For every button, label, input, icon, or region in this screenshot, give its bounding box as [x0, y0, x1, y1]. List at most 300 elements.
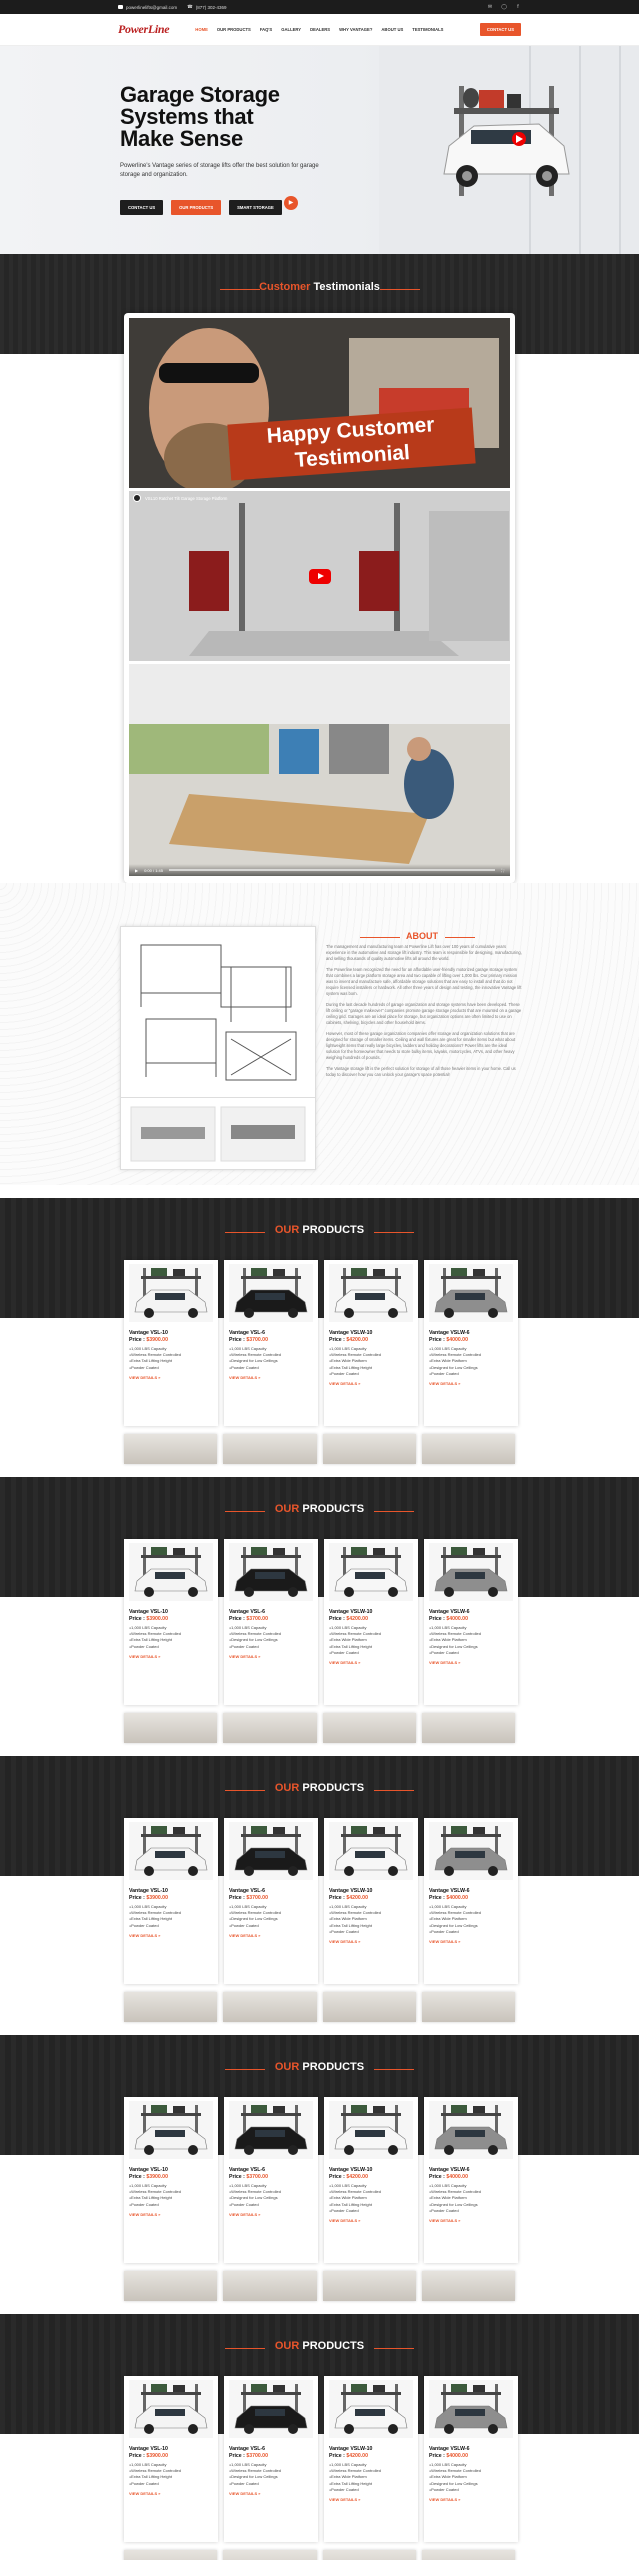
banner-line: Happy Customer [265, 413, 436, 448]
products-title [0, 1503, 639, 1515]
car-on-lift-image [329, 1543, 413, 1601]
testimonials-video-card [124, 313, 515, 883]
product-card[interactable] [324, 1818, 418, 1984]
video-player[interactable] [129, 491, 510, 661]
product-image[interactable] [129, 2101, 213, 2159]
feature-item: ● Powder Coated [129, 1365, 213, 1371]
nav-menu [195, 27, 443, 32]
fullscreen-icon[interactable]: ⛶ [501, 867, 504, 873]
product-card[interactable] [424, 1260, 518, 1426]
feature-list [229, 1346, 313, 1371]
product-card[interactable] [124, 1260, 218, 1426]
feature-list [329, 1904, 413, 1935]
product-name[interactable]: Vantage VSLW-6 [429, 2446, 470, 2452]
feature-list [129, 1625, 213, 1650]
feature-item: ● Powder Coated [129, 1644, 213, 1650]
feature-item: ● Designed for Low Ceilings [229, 2195, 313, 2201]
view-details-link[interactable] [229, 2491, 313, 2496]
feature-item: ● Wireless Remote Controlled [329, 1631, 413, 1637]
price-value: $3700.00 [246, 1895, 268, 1901]
instagram-icon[interactable]: ◯ [501, 4, 507, 10]
product-name[interactable]: Vantage VSL-10 [129, 2446, 168, 2452]
view-details-link[interactable] [329, 1939, 413, 1944]
product-card[interactable] [124, 2097, 218, 2263]
feature-list [329, 2183, 413, 2214]
product-thumbnail[interactable] [124, 2271, 217, 2301]
product-thumbnail[interactable] [323, 2550, 416, 2560]
product-name[interactable]: Vantage VSLW-10 [329, 1609, 373, 1615]
product-price [429, 1616, 513, 1622]
phone-link[interactable] [187, 4, 226, 10]
feature-item: ● Powder Coated [229, 1644, 313, 1650]
product-name[interactable]: Vantage VSLW-10 [329, 2446, 373, 2452]
price-label: Price : [429, 1895, 445, 1901]
product-name[interactable]: Vantage VSL-6 [229, 1330, 266, 1336]
video-player[interactable] [129, 664, 510, 876]
feature-item: ● Powder Coated [229, 1923, 313, 1929]
price-label: Price : [229, 1616, 245, 1622]
view-details-link[interactable] [229, 1654, 313, 1659]
feature-item: ● Powder Coated [229, 2481, 313, 2487]
product-image[interactable] [429, 2101, 513, 2159]
product-thumbnail[interactable] [124, 1713, 217, 1743]
price-value: $4000.00 [446, 2453, 468, 2459]
feature-list [429, 1904, 513, 1935]
product-card[interactable] [224, 1539, 318, 1705]
product-thumbnail[interactable] [223, 2271, 316, 2301]
arrow-right-icon: » [158, 1653, 161, 1659]
banner-line: Testimonial [294, 440, 411, 472]
arrow-right-icon: » [258, 1932, 261, 1938]
feature-item: ● Powder Coated [229, 1365, 313, 1371]
car-on-lift-image [129, 2101, 213, 2159]
product-thumbnail[interactable] [124, 2550, 217, 2560]
feature-item: ● Powder Coated [429, 1650, 513, 1656]
view-details-text: VIEW DETAILS [329, 1660, 358, 1666]
car-on-lift-image [229, 1543, 313, 1601]
feature-item: ● Wireless Remote Controlled [129, 1631, 213, 1637]
product-image-strip [124, 2271, 515, 2301]
nav-item-why-vantage[interactable]: WHY VANTAGE? [339, 27, 373, 32]
price-label: Price : [329, 1616, 345, 1622]
feature-item: ● Designed for Low Ceilings [229, 2474, 313, 2480]
product-card[interactable] [424, 2376, 518, 2542]
product-card[interactable] [324, 1260, 418, 1426]
view-details-link[interactable] [129, 2212, 213, 2217]
email-text: powerlinelifts@gmail.com [126, 4, 178, 10]
hero-contact-button[interactable]: CONTACT US [120, 200, 163, 215]
product-price [329, 1616, 413, 1622]
view-details-link[interactable] [129, 1375, 213, 1380]
product-image[interactable] [229, 1264, 313, 1322]
email-link[interactable] [118, 5, 177, 10]
price-label: Price : [329, 2453, 345, 2459]
view-details-text: VIEW DETAILS [129, 2211, 158, 2217]
product-price [129, 1895, 213, 1901]
feature-item: ● Wireless Remote Controlled [129, 1352, 213, 1358]
about-section [0, 883, 639, 1185]
feature-item: ● Wireless Remote Controlled [429, 1910, 513, 1916]
product-thumbnail[interactable] [223, 1713, 316, 1743]
view-details-text: VIEW DETAILS [429, 1939, 458, 1945]
price-value: $3900.00 [146, 1616, 168, 1622]
arrow-right-icon: » [358, 1939, 361, 1945]
arrow-right-icon: » [458, 2497, 461, 2503]
view-details-link[interactable] [429, 1660, 513, 1665]
product-name[interactable]: Vantage VSLW-10 [329, 2167, 373, 2173]
product-image[interactable] [129, 1543, 213, 1601]
feature-item: ● Powder Coated [429, 2208, 513, 2214]
feature-list [129, 2183, 213, 2208]
feature-item: ● Wireless Remote Controlled [329, 1910, 413, 1916]
feature-list [229, 2462, 313, 2487]
play-pause-icon[interactable]: ▶ [135, 867, 139, 873]
product-card[interactable] [424, 2097, 518, 2263]
product-card[interactable] [224, 1818, 318, 1984]
title-accent: OUR [274, 1503, 300, 1515]
product-card[interactable] [224, 2097, 318, 2263]
play-icon[interactable]: ▶ [284, 196, 298, 210]
hero-section [0, 46, 639, 254]
feature-item: ● 1,000 LBS Capacity [429, 1346, 513, 1352]
product-name[interactable]: Vantage VSLW-10 [329, 1330, 373, 1336]
product-thumbnail[interactable] [223, 1434, 316, 1464]
product-image[interactable] [229, 1822, 313, 1880]
feature-item: ● Powder Coated [329, 1371, 413, 1377]
feature-item: ● 1,000 LBS Capacity [229, 1904, 313, 1910]
product-card[interactable] [324, 1539, 418, 1705]
feature-item: ● Extra Wide Platform [429, 2474, 513, 2480]
view-details-link[interactable] [429, 1381, 513, 1386]
car-on-lift-image [429, 1822, 513, 1880]
product-cards [124, 2097, 515, 2263]
feature-item: ● Designed for Low Ceilings [429, 1644, 513, 1650]
car-on-lift-image [329, 1822, 413, 1880]
view-details-link[interactable] [329, 1381, 413, 1386]
view-details-text: VIEW DETAILS [429, 2218, 458, 2224]
nav-item-our-products[interactable]: OUR PRODUCTS [216, 27, 251, 32]
product-name[interactable]: Vantage VSL-6 [229, 2167, 266, 2173]
arrow-right-icon: » [358, 1381, 361, 1387]
product-thumbnail[interactable] [124, 1992, 217, 2022]
products-title [0, 2061, 639, 2073]
email-icon [118, 5, 123, 9]
feature-item: ● Designed for Low Ceilings [429, 2202, 513, 2208]
feature-item: ● 1,000 LBS Capacity [329, 2183, 413, 2189]
product-price [229, 2174, 313, 2180]
product-name[interactable]: Vantage VSLW-6 [429, 2167, 470, 2173]
product-thumbnail[interactable] [223, 2550, 316, 2560]
title-main: PRODUCTS [302, 1224, 365, 1236]
view-details-link[interactable] [329, 2497, 413, 2502]
feature-item: ● Designed for Low Ceilings [429, 1365, 513, 1371]
video-player[interactable] [129, 318, 510, 488]
phone-icon: ☎ [187, 4, 193, 9]
price-value: $3700.00 [246, 2174, 268, 2180]
arrow-right-icon: » [158, 2490, 161, 2496]
hero-image [379, 46, 639, 254]
logo[interactable]: PowerLine [118, 22, 170, 36]
feature-item: ● 1,000 LBS Capacity [429, 2183, 513, 2189]
product-card[interactable] [424, 1818, 518, 1984]
product-thumbnail[interactable] [422, 2550, 515, 2560]
product-name[interactable]: Vantage VSL-10 [129, 2167, 168, 2173]
view-details-link[interactable] [329, 2218, 413, 2223]
feature-item: ● Extra Tall Lifting Height [129, 1916, 213, 1922]
view-details-text: VIEW DETAILS [229, 1653, 258, 1659]
nav-item-faqs[interactable]: FAQ'S [259, 27, 273, 32]
view-details-text: VIEW DETAILS [129, 2490, 158, 2496]
view-details-text: VIEW DETAILS [229, 1374, 258, 1380]
car-on-lift-image [229, 1264, 313, 1322]
video-progress-bar[interactable] [169, 869, 495, 871]
arrow-right-icon: » [258, 1374, 261, 1380]
social-links [487, 4, 521, 10]
facebook-icon[interactable]: f [517, 4, 519, 10]
car-on-lift-image [329, 2101, 413, 2159]
feature-item: ● 1,000 LBS Capacity [429, 1904, 513, 1910]
price-label: Price : [329, 2174, 345, 2180]
price-value: $4200.00 [346, 1616, 368, 1622]
arrow-right-icon: » [158, 1932, 161, 1938]
product-card[interactable] [424, 1539, 518, 1705]
feature-item: ● Extra Tall Lifting Height [329, 2481, 413, 2487]
product-thumbnail[interactable] [422, 2271, 515, 2301]
product-image[interactable] [329, 2101, 413, 2159]
about-text [326, 944, 522, 1083]
product-image-strip [124, 2550, 515, 2560]
price-label: Price : [129, 2453, 145, 2459]
view-details-link[interactable] [429, 1939, 513, 1944]
arrow-right-icon: » [358, 1660, 361, 1666]
feature-item: ● Wireless Remote Controlled [429, 2189, 513, 2195]
feature-item: ● Wireless Remote Controlled [329, 2189, 413, 2195]
product-name[interactable]: Vantage VSLW-6 [429, 1609, 470, 1615]
product-name[interactable]: Vantage VSL-10 [129, 1888, 168, 1894]
feature-item: ● Extra Wide Platform [329, 2195, 413, 2201]
product-card[interactable] [124, 2376, 218, 2542]
feature-item: ● Extra Tall Lifting Height [129, 1637, 213, 1643]
car-on-lift-image [129, 1822, 213, 1880]
feature-item: ● Wireless Remote Controlled [429, 2468, 513, 2474]
feature-item: ● Designed for Low Ceilings [229, 1637, 313, 1643]
product-card[interactable] [224, 2376, 318, 2542]
product-thumbnail[interactable] [323, 1713, 416, 1743]
product-thumbnail[interactable] [422, 1992, 515, 2022]
arrow-right-icon: » [258, 2490, 261, 2496]
feature-item: ● 1,000 LBS Capacity [129, 1904, 213, 1910]
hero-buttons [120, 200, 282, 215]
price-label: Price : [129, 1616, 145, 1622]
product-image[interactable] [129, 1822, 213, 1880]
contact-us-button[interactable]: CONTACT US [480, 23, 521, 36]
feature-list [329, 1346, 413, 1377]
feature-item: ● 1,000 LBS Capacity [129, 2462, 213, 2468]
car-on-lift-image [429, 1543, 513, 1601]
feature-item: ● Wireless Remote Controlled [129, 2189, 213, 2195]
feature-item: ● Extra Tall Lifting Height [129, 2474, 213, 2480]
title-divider [360, 937, 400, 938]
feature-list [429, 1346, 513, 1377]
product-name[interactable]: Vantage VSL-6 [229, 1609, 266, 1615]
price-value: $4200.00 [346, 2174, 368, 2180]
view-details-text: VIEW DETAILS [229, 1932, 258, 1938]
product-thumbnail[interactable] [323, 1992, 416, 2022]
price-value: $4000.00 [446, 1337, 468, 1343]
product-image[interactable] [129, 1264, 213, 1322]
feature-item: ● Powder Coated [129, 1923, 213, 1929]
price-value: $3900.00 [146, 1337, 168, 1343]
product-image[interactable] [329, 1543, 413, 1601]
title-main: PRODUCTS [302, 1782, 365, 1794]
feature-item: ● Wireless Remote Controlled [329, 2468, 413, 2474]
product-image[interactable] [329, 1822, 413, 1880]
hero-smart-storage-button[interactable]: SMART STORAGE [229, 200, 282, 215]
arrow-right-icon: » [158, 1374, 161, 1380]
feature-item: ● 1,000 LBS Capacity [229, 1625, 313, 1631]
product-name[interactable]: Vantage VSLW-6 [429, 1888, 470, 1894]
view-details-link[interactable] [429, 2218, 513, 2223]
title-accent: OUR [274, 1224, 300, 1236]
nav-item-gallery[interactable]: GALLERY [281, 27, 302, 32]
product-name[interactable]: Vantage VSL-6 [229, 1888, 266, 1894]
youtube-play-icon[interactable] [309, 569, 331, 584]
product-thumbnail[interactable] [422, 1713, 515, 1743]
view-details-text: VIEW DETAILS [329, 1939, 358, 1945]
price-label: Price : [229, 2453, 245, 2459]
product-image[interactable] [329, 2380, 413, 2438]
about-title-text: ABOUT [406, 931, 438, 941]
product-thumbnail[interactable] [422, 1434, 515, 1464]
feature-list [329, 2462, 413, 2493]
product-price [329, 1337, 413, 1343]
video-controls[interactable] [129, 864, 510, 876]
feature-item: ● Extra Wide Platform [429, 2195, 513, 2201]
view-details-text: VIEW DETAILS [429, 1381, 458, 1387]
product-name[interactable]: Vantage VSL-10 [129, 1609, 168, 1615]
feature-list [429, 1625, 513, 1656]
channel-avatar [133, 494, 141, 502]
feature-item: ● Extra Tall Lifting Height [329, 1365, 413, 1371]
product-thumbnail[interactable] [124, 1434, 217, 1464]
feature-item: ● Wireless Remote Controlled [329, 1352, 413, 1358]
product-card[interactable] [224, 1260, 318, 1426]
feature-item: ● Powder Coated [229, 2202, 313, 2208]
product-price [429, 2453, 513, 2459]
feature-item: ● Extra Wide Platform [329, 1916, 413, 1922]
nav-item-about-us[interactable]: ABOUT US [381, 27, 404, 32]
product-image[interactable] [229, 2101, 313, 2159]
product-image[interactable] [229, 1543, 313, 1601]
about-paragraph: The Vantage storage lift is the perfect solution for storage of all those heavier items in your home. Call us today to discover how you can unlock your garage's space potential! [326, 1066, 516, 1077]
email-icon[interactable]: ✉ [487, 4, 493, 10]
view-details-text: VIEW DETAILS [329, 2497, 358, 2503]
title-accent: Customer [259, 281, 311, 293]
arrow-right-icon: » [158, 2211, 161, 2217]
product-name[interactable]: Vantage VSL-6 [229, 2446, 266, 2452]
feature-item: ● Extra Wide Platform [329, 2474, 413, 2480]
view-details-link[interactable] [129, 2491, 213, 2496]
product-price [129, 2453, 213, 2459]
product-name[interactable]: Vantage VSL-10 [129, 1330, 168, 1336]
product-image[interactable] [129, 2380, 213, 2438]
price-label: Price : [329, 1337, 345, 1343]
product-name[interactable]: Vantage VSLW-10 [329, 1888, 373, 1894]
product-image[interactable] [229, 2380, 313, 2438]
feature-item: ● Powder Coated [329, 1650, 413, 1656]
title-main: PRODUCTS [302, 2061, 365, 2073]
product-price [129, 1337, 213, 1343]
price-value: $4000.00 [446, 1895, 468, 1901]
price-label: Price : [429, 1616, 445, 1622]
product-image[interactable] [329, 1264, 413, 1322]
product-card[interactable] [124, 1539, 218, 1705]
product-thumbnail[interactable] [223, 1992, 316, 2022]
feature-item: ● Extra Tall Lifting Height [329, 2202, 413, 2208]
about-paragraph: The Powerline team recognized the need for an affordable user-friendly motorized garage storage system that combines a large platform storage area and two capable of lifting over 1,000 lbs. Our primary mission was to invent and manufacture safe, affordable storage solutions that are easy to install and that do not require licensed installers or hardwork. All other three years of design and testing, the innovative Vantage lift system was born. [326, 967, 522, 996]
feature-list [129, 1346, 213, 1371]
view-details-link[interactable] [229, 2212, 313, 2217]
view-details-link[interactable] [229, 1375, 313, 1380]
arrow-right-icon: » [258, 2211, 261, 2217]
product-image-strip [124, 1713, 515, 1743]
hero-title-line: Garage Storage [120, 82, 280, 107]
view-details-link[interactable] [229, 1933, 313, 1938]
view-details-text: VIEW DETAILS [229, 2211, 258, 2217]
view-details-link[interactable] [429, 2497, 513, 2502]
car-on-lift-image [229, 2380, 313, 2438]
price-label: Price : [429, 1337, 445, 1343]
view-details-text: VIEW DETAILS [329, 2218, 358, 2224]
product-thumbnail[interactable] [323, 2271, 416, 2301]
view-details-text: VIEW DETAILS [429, 1660, 458, 1666]
video-thumbnail [129, 664, 510, 876]
nav-item-testimonials[interactable]: TESTIMONIALS [412, 27, 444, 32]
product-image[interactable] [429, 1822, 513, 1880]
product-price [129, 2174, 213, 2180]
price-value: $3700.00 [246, 1616, 268, 1622]
view-details-link[interactable] [129, 1933, 213, 1938]
lift-diagrams [121, 927, 315, 1169]
nav-item-dealers[interactable]: DEALERS [310, 27, 331, 32]
product-card[interactable] [124, 1818, 218, 1984]
phone-text: (877) 302-4369 [195, 4, 227, 10]
feature-item: ● Wireless Remote Controlled [229, 1910, 313, 1916]
product-thumbnail[interactable] [323, 1434, 416, 1464]
price-label: Price : [429, 2174, 445, 2180]
feature-list [429, 2183, 513, 2214]
feature-item: ● Extra Tall Lifting Height [129, 2195, 213, 2201]
feature-item: ● Wireless Remote Controlled [429, 1631, 513, 1637]
feature-item: ● Wireless Remote Controlled [229, 2468, 313, 2474]
product-image[interactable] [429, 2380, 513, 2438]
view-details-text: VIEW DETAILS [129, 1374, 158, 1380]
price-value: $4000.00 [446, 1616, 468, 1622]
product-name[interactable]: Vantage VSLW-6 [429, 1330, 470, 1336]
car-on-lift-image [129, 1543, 213, 1601]
product-image[interactable] [429, 1543, 513, 1601]
feature-list [229, 1904, 313, 1929]
view-details-link[interactable] [329, 1660, 413, 1665]
feature-item: ● Powder Coated [329, 2487, 413, 2493]
view-details-link[interactable] [129, 1654, 213, 1659]
hero-products-button[interactable]: OUR PRODUCTS [171, 200, 221, 215]
product-image[interactable] [429, 1264, 513, 1322]
nav-item-home[interactable]: HOME [195, 27, 208, 32]
product-card[interactable] [324, 2376, 418, 2542]
video-time: 0:00 / 1:45 [144, 867, 163, 873]
product-card[interactable] [324, 2097, 418, 2263]
